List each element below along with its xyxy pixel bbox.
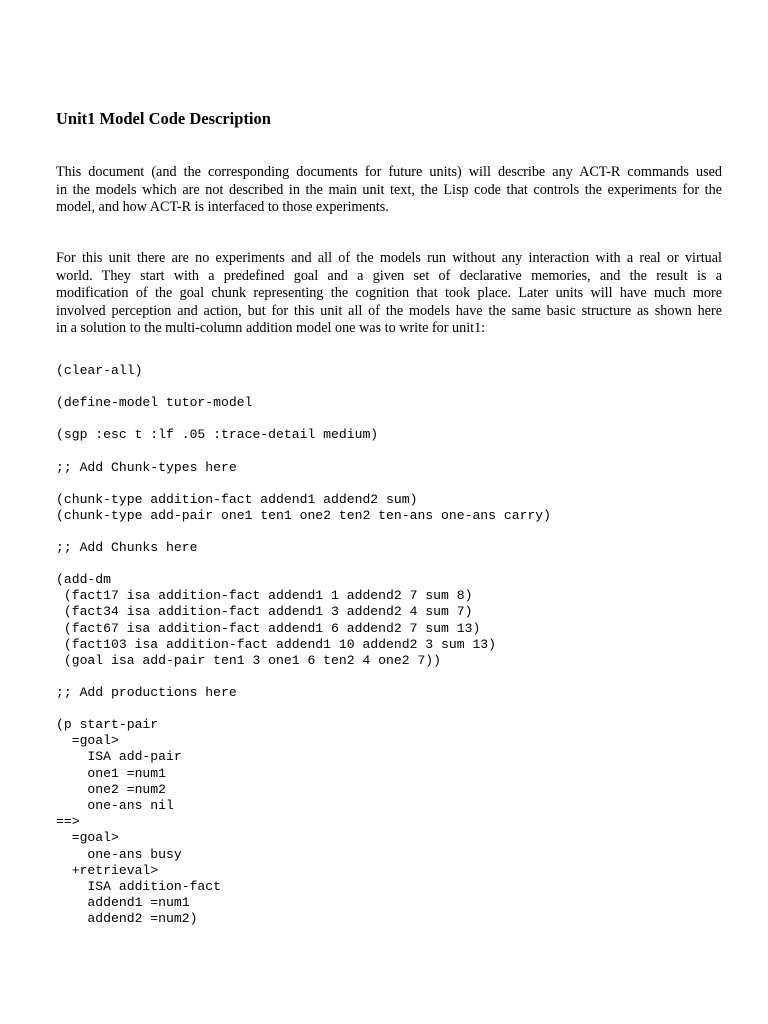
paragraph-line: This document (and the corresponding documents for future units) will describe any ACT-R commands used [56,164,722,180]
code-clear-all: (clear-all) [56,363,143,378]
paragraph-line: in the models which are not described in the main unit text, the Lisp code that controls the experiments for the [56,181,722,198]
paragraph-line: world. They start with a predefined goal and a given set of declarative memories, and the result is a [56,267,722,284]
code-production-start-pair: (p start-pair =goal> ISA add-pair one1 =num1 one2 =num2 one-ans nil ==> =goal> one-ans busy +retrieval> ISA addition-fact addend1 =num1 addend2 =num2) [56,717,222,927]
paragraph-line: involved perception and action, but for this unit all of the models have the same basic structure as shown here [56,302,722,319]
code-comment-productions: ;; Add productions here [56,685,237,700]
code-sgp-parameters: (sgp :esc t :lf .05 :trace-detail medium) [56,427,379,442]
code-add-dm: (add-dm (fact17 isa addition-fact addend1 1 addend2 7 sum 8) (fact34 isa addition-fact addend1 3 addend2 4 sum 7) (fact67 isa addition-fact addend1 6 addend2 7 sum 13) (fact103 isa addition-fact addend1 10 addend2 3 sum 13) (goal isa add-pair ten1 3 one1 6 ten2 4 one2 7)) [56,572,497,669]
structure-paragraph [56,250,722,338]
paragraph-line: model, and how ACT-R is interfaced to those experiments. [56,199,389,215]
intro-paragraph [56,164,722,217]
code-comment-chunk-types: ;; Add Chunk-types here [56,460,237,475]
code-comment-chunks: ;; Add Chunks here [56,540,198,555]
code-define-model: (define-model tutor-model [56,395,253,410]
paragraph-line: For this unit there are no experiments and all of the models run without any interaction with a real or virtual [56,250,722,266]
code-chunk-types: (chunk-type addition-fact addend1 addend2 sum) (chunk-type add-pair one1 ten1 one2 ten2 ten-ans one-ans carry) [56,492,552,524]
paragraph-line: modification of the goal chunk representing the cognition that took place. Later units will have much more [56,285,722,301]
document-title: Unit1 Model Code Description [56,109,271,128]
paragraph-line: in a solution to the multi-column addition model one was to write for unit1: [56,320,486,336]
